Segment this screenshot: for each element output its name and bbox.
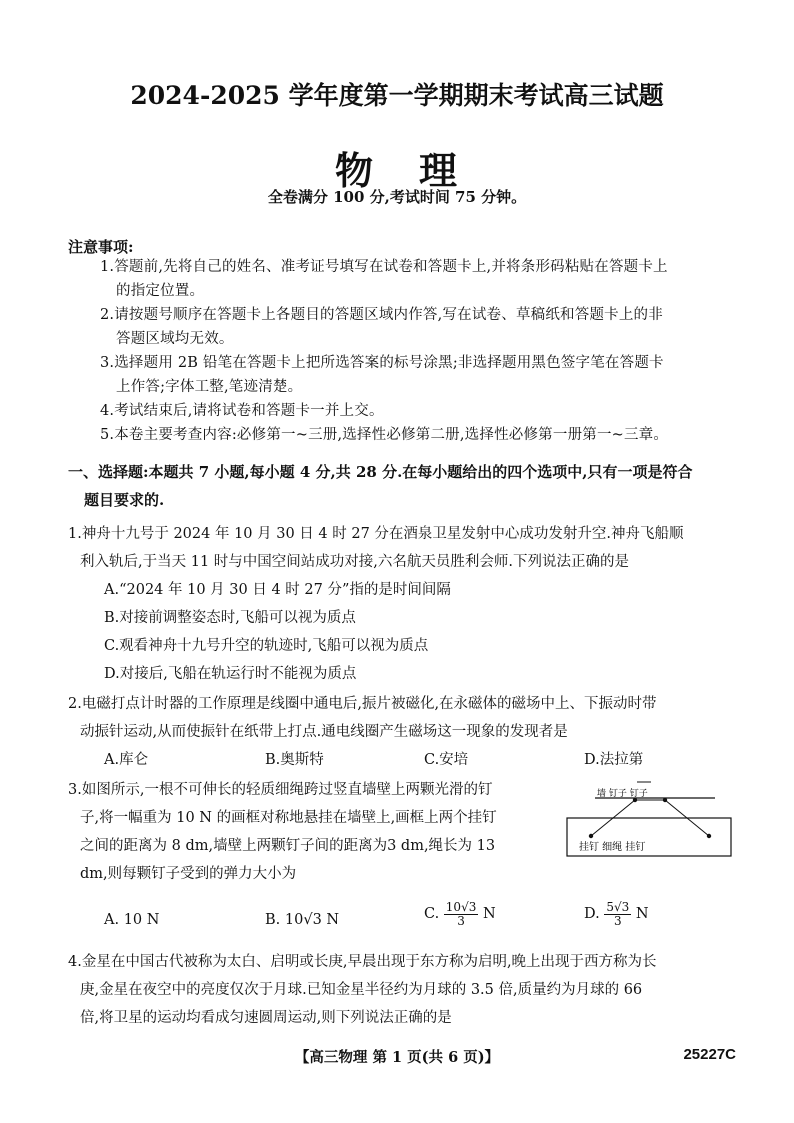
question-1-stem <box>68 520 733 576</box>
option-letter: D. <box>584 906 600 922</box>
question-line: dm,则每颗钉子受到的弹力大小为 <box>80 866 297 882</box>
question-line: 子,将一幅重为 10 N 的画框对称地悬挂在墙壁上,画框上两个挂钉 <box>80 810 497 826</box>
option-letter: C. <box>424 906 440 922</box>
note-line: 3.选择题用 2B 铅笔在答题卡上把所选答案的标号涂黑;非选择题用黑色签字笔在答题卡 <box>100 355 664 371</box>
section-heading <box>68 458 733 514</box>
question-3-stem <box>68 776 558 888</box>
q1-option-a: A.“2024 年 10 月 30 日 4 时 27 分”指的是时间间隔 <box>104 582 451 598</box>
picture-frame-diagram <box>565 778 733 858</box>
figure-bottom-label: 挂钉 细绳 挂钉 <box>579 842 646 853</box>
q2-option-d: D.法拉第 <box>584 752 644 768</box>
fraction-denominator: 3 <box>613 913 622 928</box>
option-unit: N <box>635 906 649 922</box>
q2-option-a: A.库仑 <box>104 752 149 768</box>
note-line: 上作答;字体工整,笔迹清楚。 <box>116 379 303 395</box>
note-line: 4.考试结束后,请将试卷和答题卡一并上交。 <box>100 403 384 419</box>
note-line: 的指定位置。 <box>116 283 205 299</box>
note-item-1 <box>100 255 730 303</box>
q2-option-b: B.奥斯特 <box>265 752 324 768</box>
section-line: 题目要求的. <box>84 491 165 509</box>
option-unit: N <box>482 906 496 922</box>
note-item-2 <box>100 303 730 351</box>
section-line: 一、选择题:本题共 7 小题,每小题 4 分,共 28 分.在每小题给出的四个选项中,只有一项是符合 <box>68 463 693 481</box>
paper-code: 25227C <box>683 1046 736 1063</box>
question-line: 动振针运动,从而使振针在纸带上打点.通电线圈产生磁场这一现象的发现者是 <box>80 724 568 740</box>
note-line: 答题区域均无效。 <box>116 331 234 347</box>
fraction-numerator: 10√3 <box>445 899 477 914</box>
note-line: 5.本卷主要考查内容:必修第一~三册,选择性必修第二册,选择性必修第一册第一~三章。 <box>100 427 669 443</box>
q3-option-b: B. 10√3 N <box>265 912 340 928</box>
exam-title: 2024-2025 学年度第一学期期末考试高三试题 <box>130 81 664 110</box>
figure-top-label: 墙 钉子 钉子 <box>597 789 648 799</box>
page-footer: 【高三物理 第 1 页(共 6 页)】 <box>294 1049 500 1066</box>
q3-option-c <box>424 900 496 928</box>
fraction-numerator: 5√3 <box>606 899 630 914</box>
fraction <box>444 901 479 928</box>
question-line: 3.如图所示,一根不可伸长的轻质细绳跨过竖直墙壁上两颗光滑的钉 <box>68 782 493 798</box>
hook-left <box>589 834 593 838</box>
q1-option-b: B.对接前调整姿态时,飞船可以视为质点 <box>104 610 356 626</box>
q1-option-d: D.对接后,飞船在轨运行时不能视为质点 <box>104 666 357 682</box>
question-line: 4.金星在中国古代被称为太白、启明或长庚,早晨出现于东方称为启明,晚上出现于西方称为长 <box>68 954 657 970</box>
fraction <box>604 901 631 928</box>
note-item-4 <box>100 399 730 423</box>
fraction-denominator: 3 <box>457 913 465 928</box>
q3-figure <box>565 778 733 858</box>
question-line: 1.神舟十九号于 2024 年 10 月 30 日 4 时 27 分在酒泉卫星发射中心成功发射升空.神舟飞船顺 <box>68 526 684 542</box>
q3-option-a: A. 10 N <box>104 912 160 928</box>
subject-char-1: 物 <box>334 148 375 193</box>
note-item-3 <box>100 351 730 399</box>
subject-char-2: 理 <box>419 148 460 193</box>
note-line: 1.答题前,先将自己的姓名、准考证号填写在试卷和答题卡上,并将条形码粘贴在答题卡上 <box>100 259 668 275</box>
question-line: 2.电磁打点计时器的工作原理是线圈中通电后,振片被磁化,在永磁体的磁场中上、下振动时带 <box>68 696 657 712</box>
hook-right <box>707 834 711 838</box>
question-line: 倍,将卫星的运动均看成匀速圆周运动,则下列说法正确的是 <box>80 1010 452 1026</box>
q3-option-d <box>584 900 649 928</box>
note-line: 2.请按题号顺序在答题卡上各题目的答题区域内作答,写在试卷、草稿纸和答题卡上的非 <box>100 307 663 323</box>
question-2-stem <box>68 690 733 746</box>
note-item-5 <box>100 423 730 447</box>
q1-option-c: C.观看神舟十九号升空的轨迹时,飞船可以视为质点 <box>104 638 429 654</box>
q2-option-c: C.安培 <box>424 752 469 768</box>
question-line: 庚,金星在夜空中的亮度仅次于月球.已知金星半径约为月球的 3.5 倍,质量约为月球的 66 <box>80 982 643 998</box>
question-line: 之间的距离为 8 dm,墙壁上两颗钉子间的距离为3 dm,绳长为 13 <box>80 838 496 854</box>
question-4-stem <box>68 948 733 1032</box>
score-time-line: 全卷满分 100 分,考试时间 75 分钟。 <box>267 188 527 206</box>
notes-title: 注意事项: <box>68 238 134 256</box>
question-line: 利入轨后,于当天 11 时与中国空间站成功对接,六名航天员胜利会师.下列说法正确的是 <box>80 554 629 570</box>
